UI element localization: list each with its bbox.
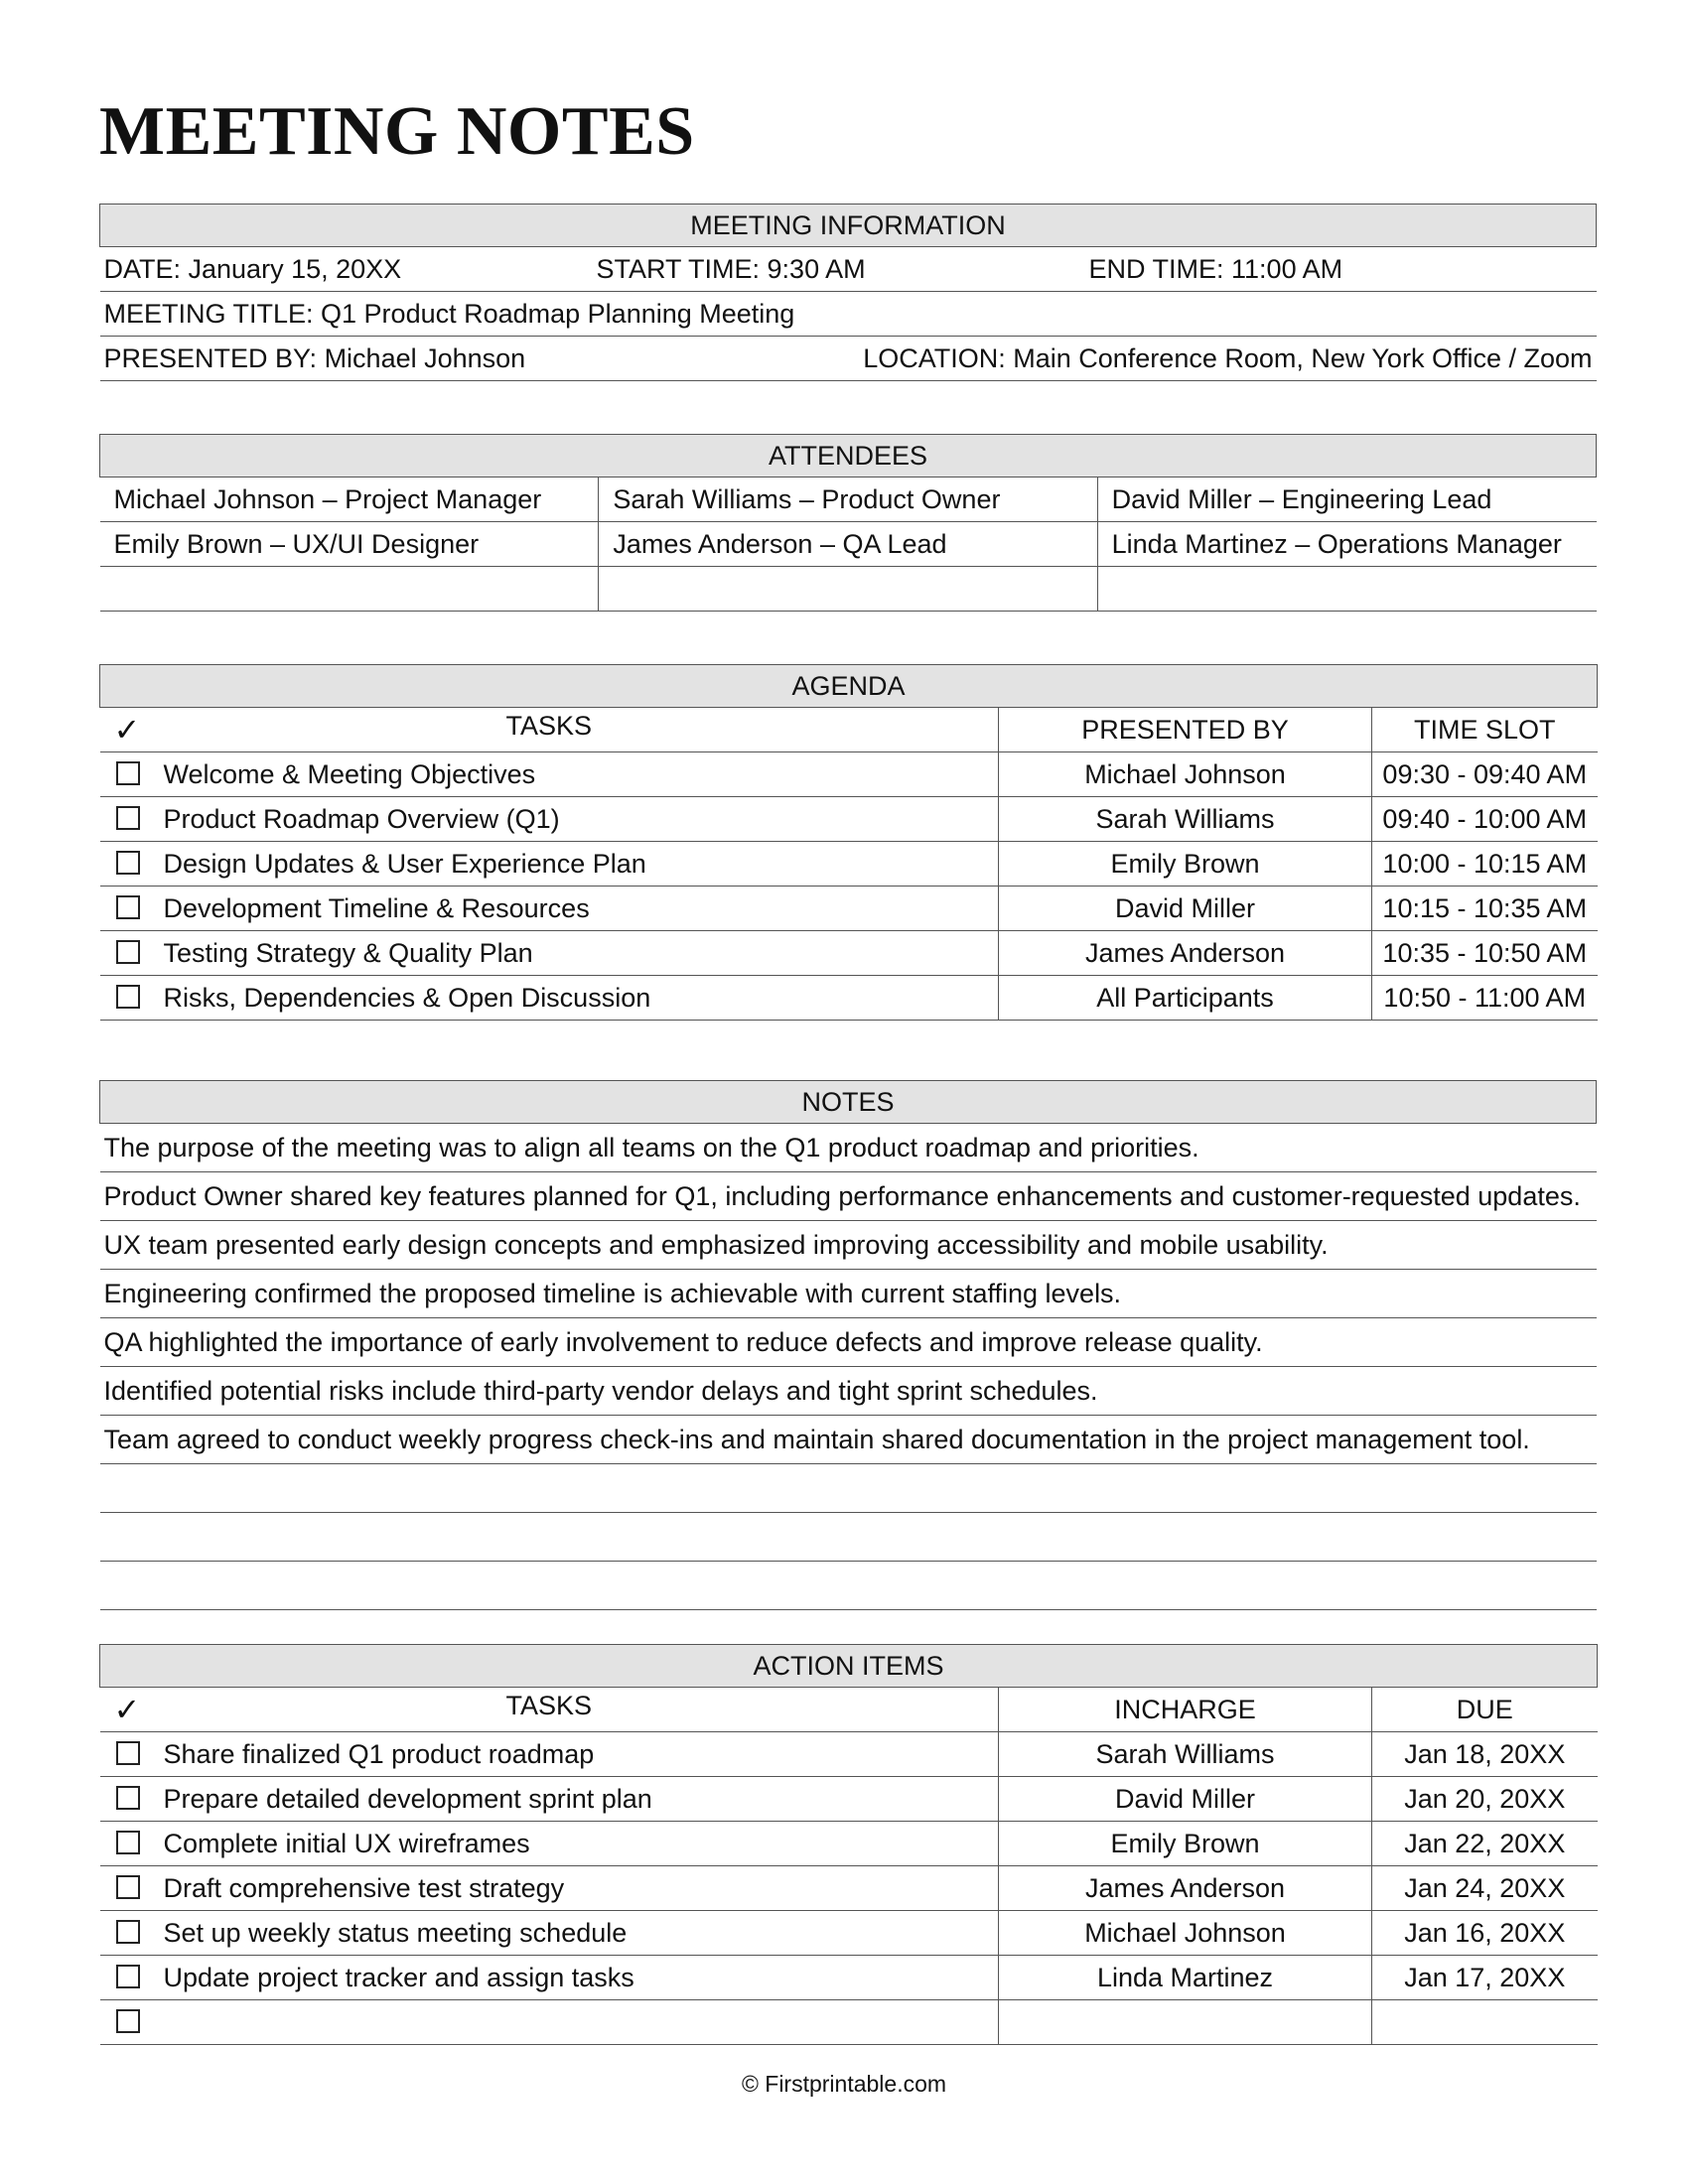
note-row [100, 1270, 1597, 1318]
task-label: Welcome & Meeting Objectives [163, 758, 536, 789]
due-cell [1372, 2000, 1598, 2045]
note-line[interactable]: QA highlighted the importance of early involvement to reduce defects and improve release quality. [100, 1318, 1597, 1367]
attendee-cell[interactable]: Sarah Williams – Product Owner [599, 478, 1097, 522]
slot-cell: 10:15 - 10:35 AM [1372, 887, 1598, 931]
attendees-header: ATTENDEES [100, 435, 1597, 478]
due-cell: Jan 20, 20XX [1372, 1777, 1598, 1822]
task-label: Risks, Dependencies & Open Discussion [163, 982, 651, 1013]
due-cell: Jan 18, 20XX [1372, 1732, 1598, 1777]
due-cell: Jan 16, 20XX [1372, 1911, 1598, 1956]
checkmark-icon: ✓ [113, 1692, 141, 1727]
agenda-table [99, 664, 1598, 1021]
note-row [100, 1367, 1597, 1416]
incharge-cell: Emily Brown [999, 1822, 1372, 1866]
action-tasks-col-header [100, 1688, 999, 1732]
table-row [100, 842, 1598, 887]
slot-cell: 10:50 - 11:00 AM [1372, 976, 1598, 1021]
task-label: Complete initial UX wireframes [163, 1828, 530, 1858]
task-cell [100, 1911, 999, 1956]
task-cell [100, 1732, 999, 1777]
due-cell: Jan 24, 20XX [1372, 1866, 1598, 1911]
attendee-cell[interactable] [1097, 567, 1596, 612]
meeting-info-header: MEETING INFORMATION [100, 205, 1597, 247]
task-cell [100, 887, 999, 931]
note-line[interactable]: Product Owner shared key features planned for Q1, including performance enhancements and customer-requested updates. [100, 1172, 1597, 1221]
agenda-time-slot-col-header: TIME SLOT [1372, 708, 1598, 752]
meeting-presented-by[interactable]: PRESENTED BY: Michael Johnson [103, 342, 526, 373]
table-row [100, 1732, 1598, 1777]
checkbox[interactable] [116, 2009, 140, 2033]
task-cell [100, 1777, 999, 1822]
due-cell: Jan 22, 20XX [1372, 1822, 1598, 1866]
agenda-header: AGENDA [100, 665, 1598, 708]
task-label: Share finalized Q1 product roadmap [163, 1738, 595, 1769]
action-incharge-col-header: INCHARGE [999, 1688, 1372, 1732]
note-row [100, 1416, 1597, 1464]
attendee-cell[interactable]: David Miller – Engineering Lead [1097, 478, 1596, 522]
slot-cell: 10:35 - 10:50 AM [1372, 931, 1598, 976]
by-cell: Michael Johnson [999, 752, 1372, 797]
checkbox[interactable] [116, 895, 140, 919]
checkmark-icon: ✓ [113, 712, 141, 748]
note-line[interactable]: UX team presented early design concepts and emphasized improving accessibility and mobile usability. [100, 1221, 1597, 1270]
checkbox[interactable] [116, 761, 140, 785]
attendee-cell[interactable]: Emily Brown – UX/UI Designer [100, 522, 599, 567]
task-label: Development Timeline & Resources [163, 892, 590, 923]
note-row [100, 1464, 1597, 1513]
incharge-cell: Linda Martinez [999, 1956, 1372, 2000]
attendee-cell[interactable] [599, 567, 1097, 612]
task-label: Draft comprehensive test strategy [163, 1872, 565, 1903]
table-row [100, 1956, 1598, 2000]
agenda-presented-by-col-header: PRESENTED BY [999, 708, 1372, 752]
incharge-cell: David Miller [999, 1777, 1372, 1822]
by-cell: David Miller [999, 887, 1372, 931]
note-row [100, 1221, 1597, 1270]
incharge-cell: James Anderson [999, 1866, 1372, 1911]
task-label: Set up weekly status meeting schedule [163, 1917, 628, 1948]
task-label: Design Updates & User Experience Plan [163, 848, 646, 879]
attendee-row [100, 522, 1597, 567]
table-row [100, 2000, 1598, 2045]
task-cell [100, 797, 999, 842]
task-cell [100, 976, 999, 1021]
table-row [100, 752, 1598, 797]
table-row [100, 887, 1598, 931]
agenda-tasks-col-header [100, 708, 999, 752]
slot-cell: 09:40 - 10:00 AM [1372, 797, 1598, 842]
attendees-table [99, 434, 1597, 612]
table-row [100, 1777, 1598, 1822]
incharge-cell: Sarah Williams [999, 1732, 1372, 1777]
task-cell [100, 752, 999, 797]
note-line[interactable] [100, 1464, 1597, 1513]
attendee-row [100, 567, 1597, 612]
meeting-location[interactable]: LOCATION: Main Conference Room, New York Office / Zoom [863, 342, 1593, 373]
table-row [100, 976, 1598, 1021]
meeting-start-time[interactable]: START TIME: 9:30 AM [596, 253, 866, 284]
meeting-date[interactable]: DATE: January 15, 20XX [103, 253, 402, 284]
checkbox[interactable] [116, 1920, 140, 1944]
date-time-row [100, 247, 1597, 292]
notes-table [99, 1080, 1597, 1610]
by-cell: Sarah Williams [999, 797, 1372, 842]
incharge-cell [999, 2000, 1372, 2045]
by-cell: Emily Brown [999, 842, 1372, 887]
note-line[interactable]: The purpose of the meeting was to align all teams on the Q1 product roadmap and priorities. [100, 1124, 1597, 1172]
notes-header: NOTES [100, 1081, 1597, 1124]
action-items-table [99, 1644, 1598, 2045]
attendee-cell[interactable]: Linda Martinez – Operations Manager [1097, 522, 1596, 567]
checkbox[interactable] [116, 1831, 140, 1854]
note-row [100, 1124, 1597, 1172]
meeting-title-field[interactable]: MEETING TITLE: Q1 Product Roadmap Planning Meeting [100, 292, 1597, 337]
task-cell [100, 1822, 999, 1866]
page-title: MEETING NOTES [99, 93, 695, 170]
task-label: Prepare detailed development sprint plan [163, 1783, 652, 1814]
presenter-location-row [100, 337, 1597, 381]
agenda-tasks-label: TASKS [505, 711, 593, 741]
task-label: Testing Strategy & Quality Plan [163, 937, 533, 968]
meeting-end-time[interactable]: END TIME: 11:00 AM [1088, 253, 1343, 284]
attendee-cell[interactable]: Michael Johnson – Project Manager [100, 478, 599, 522]
slot-cell: 09:30 - 09:40 AM [1372, 752, 1598, 797]
attendee-cell[interactable]: James Anderson – QA Lead [599, 522, 1097, 567]
note-line[interactable]: Engineering confirmed the proposed timeline is achievable with current staffing levels. [100, 1270, 1597, 1318]
checkbox[interactable] [116, 1965, 140, 1988]
note-row [100, 1513, 1597, 1562]
note-row [100, 1562, 1597, 1610]
note-line[interactable]: Identified potential risks include third-party vendor delays and tight sprint schedules. [100, 1367, 1597, 1416]
checkbox[interactable] [116, 1875, 140, 1899]
task-label: Product Roadmap Overview (Q1) [163, 803, 560, 834]
checkbox[interactable] [116, 806, 140, 830]
attendee-row [100, 478, 1597, 522]
task-cell [100, 1866, 999, 1911]
table-row [100, 1911, 1598, 1956]
action-items-header: ACTION ITEMS [100, 1645, 1598, 1688]
task-cell [100, 2000, 999, 2045]
note-row [100, 1318, 1597, 1367]
by-cell: James Anderson [999, 931, 1372, 976]
table-row [100, 1822, 1598, 1866]
note-line[interactable] [100, 1513, 1597, 1562]
checkbox[interactable] [116, 940, 140, 964]
task-cell [100, 842, 999, 887]
by-cell: All Participants [999, 976, 1372, 1021]
task-cell [100, 931, 999, 976]
slot-cell: 10:00 - 10:15 AM [1372, 842, 1598, 887]
table-row [100, 1866, 1598, 1911]
incharge-cell: Michael Johnson [999, 1911, 1372, 1956]
action-tasks-label: TASKS [505, 1691, 593, 1720]
footer-copyright: © Firstprintable.com [741, 2071, 947, 2097]
note-row [100, 1172, 1597, 1221]
checkbox[interactable] [116, 1786, 140, 1810]
task-cell [100, 1956, 999, 2000]
table-row [100, 931, 1598, 976]
table-row [100, 797, 1598, 842]
note-line[interactable] [100, 1562, 1597, 1610]
meeting-info-table [99, 204, 1597, 381]
checkbox[interactable] [116, 851, 140, 875]
task-label: Update project tracker and assign tasks [163, 1962, 634, 1992]
checkbox[interactable] [116, 1741, 140, 1765]
note-line[interactable]: Team agreed to conduct weekly progress check-ins and maintain shared documentation in the project management tool. [100, 1416, 1597, 1464]
due-cell: Jan 17, 20XX [1372, 1956, 1598, 2000]
attendee-cell[interactable] [100, 567, 599, 612]
action-due-col-header: DUE [1372, 1688, 1598, 1732]
checkbox[interactable] [116, 985, 140, 1009]
